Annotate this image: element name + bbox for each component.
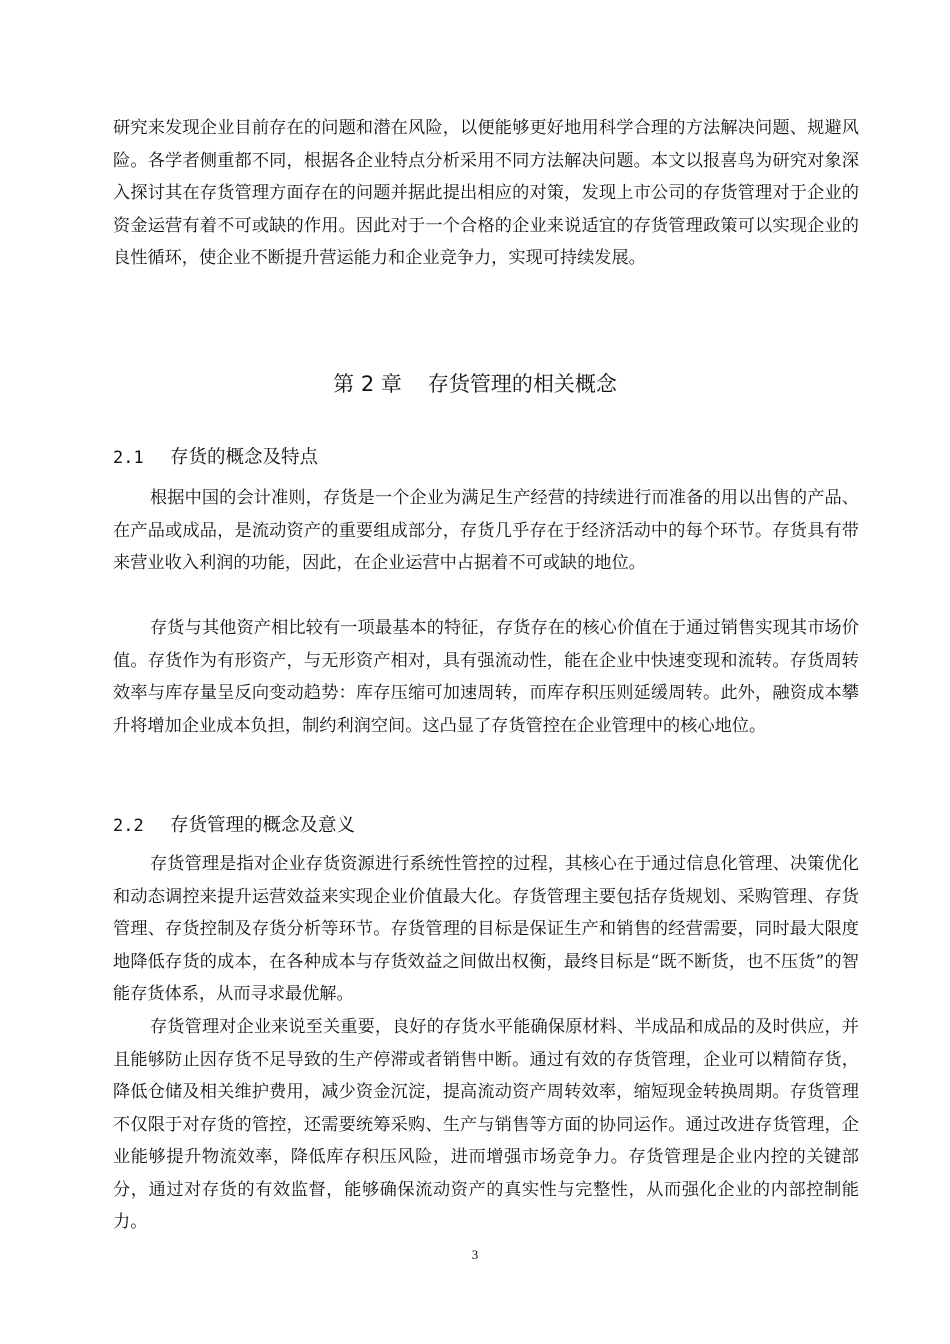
chapter-name: 存货管理的相关概念 xyxy=(427,372,617,396)
chapter-number: 第 2 章 xyxy=(333,372,402,396)
section-title-text: 存货管理的概念及意义 xyxy=(170,815,356,836)
section-number: 2.2 xyxy=(113,816,144,836)
section-title-text: 存货的概念及特点 xyxy=(170,447,319,468)
page-number: 3 xyxy=(471,1247,479,1262)
section-number: 2.1 xyxy=(113,448,144,468)
section-heading-2-1 xyxy=(113,443,318,469)
section-2-2-paragraph-1: 存货管理是指对企业存货资源进行系统性管控的过程，其核心在于通过信息化管理、决策优化和动态调控来提升运营效益来实现企业价值最大化。存货管理主要包括存货规划、采购管理、存货管理、存货控制及存货分析等环节。存货管理的目标是保证生产和销售的经营需要，同时最大限度地降低存货的成本，在各种成本与存货效益之间做出权衡，最终目标是“既不断货，也不压货”的智能存货体系，从而寻求最优解。 xyxy=(113,854,859,1004)
chapter-title xyxy=(0,368,950,398)
section-2-2-paragraph-2: 存货管理对企业来说至关重要，良好的存货水平能确保原材料、半成品和成品的及时供应，并且能够防止因存货不足导致的生产停滞或者销售中断。通过有效的存货管理，企业可以精简存货，降低仓储及相关维护费用，减少资金沉淀，提高流动资产周转效率，缩短现金转换周期。存货管理不仅限于对存货的管控，还需要统筹采购、生产与销售等方面的协同运作。通过改进存货管理，企业能够提升物流效率，降低库存积压风险，进而增强市场竞争力。存货管理是企业内控的关键部分，通过对存货的有效监督，能够确保流动资产的真实性与完整性，从而强化企业的内部控制能力。 xyxy=(113,1017,859,1232)
section-2-1-paragraph-1: 根据中国的会计准则，存货是一个企业为满足生产经营的持续进行而准备的用以出售的产品、在产品或成品，是流动资产的重要组成部分，存货几乎存在于经济活动中的每个环节。存货具有带来营业收入利润的功能，因此，在企业运营中占据着不可或缺的地位。 xyxy=(113,488,859,573)
section-2-1-paragraph-2: 存货与其他资产相比较有一项最基本的特征，存货存在的核心价值在于通过销售实现其市场价值。存货作为有形资产，与无形资产相对，具有强流动性，能在企业中快速变现和流转。存货周转效率与库存量呈反向变动趋势：库存压缩可加速周转，而库存积压则延缓周转。此外，融资成本攀升将增加企业成本负担，制约利润空间。这凸显了存货管控在企业管理中的核心地位。 xyxy=(113,618,859,736)
section-heading-2-2 xyxy=(113,811,355,837)
intro-paragraph: 研究来发现企业目前存在的问题和潜在风险，以便能够更好地用科学合理的方法解决问题、规避风险。各学者侧重都不同，根据各企业特点分析采用不同方法解决问题。本文以报喜鸟为研究对象深入探讨其在存货管理方面存在的问题并据此提出相应的对策，发现上市公司的存货管理对于企业的资金运营有着不可或缺的作用。因此对于一个合格的企业来说适宜的存货管理政策可以实现企业的良性循环，使企业不断提升营运能力和企业竞争力，实现可持续发展。 xyxy=(113,118,859,268)
